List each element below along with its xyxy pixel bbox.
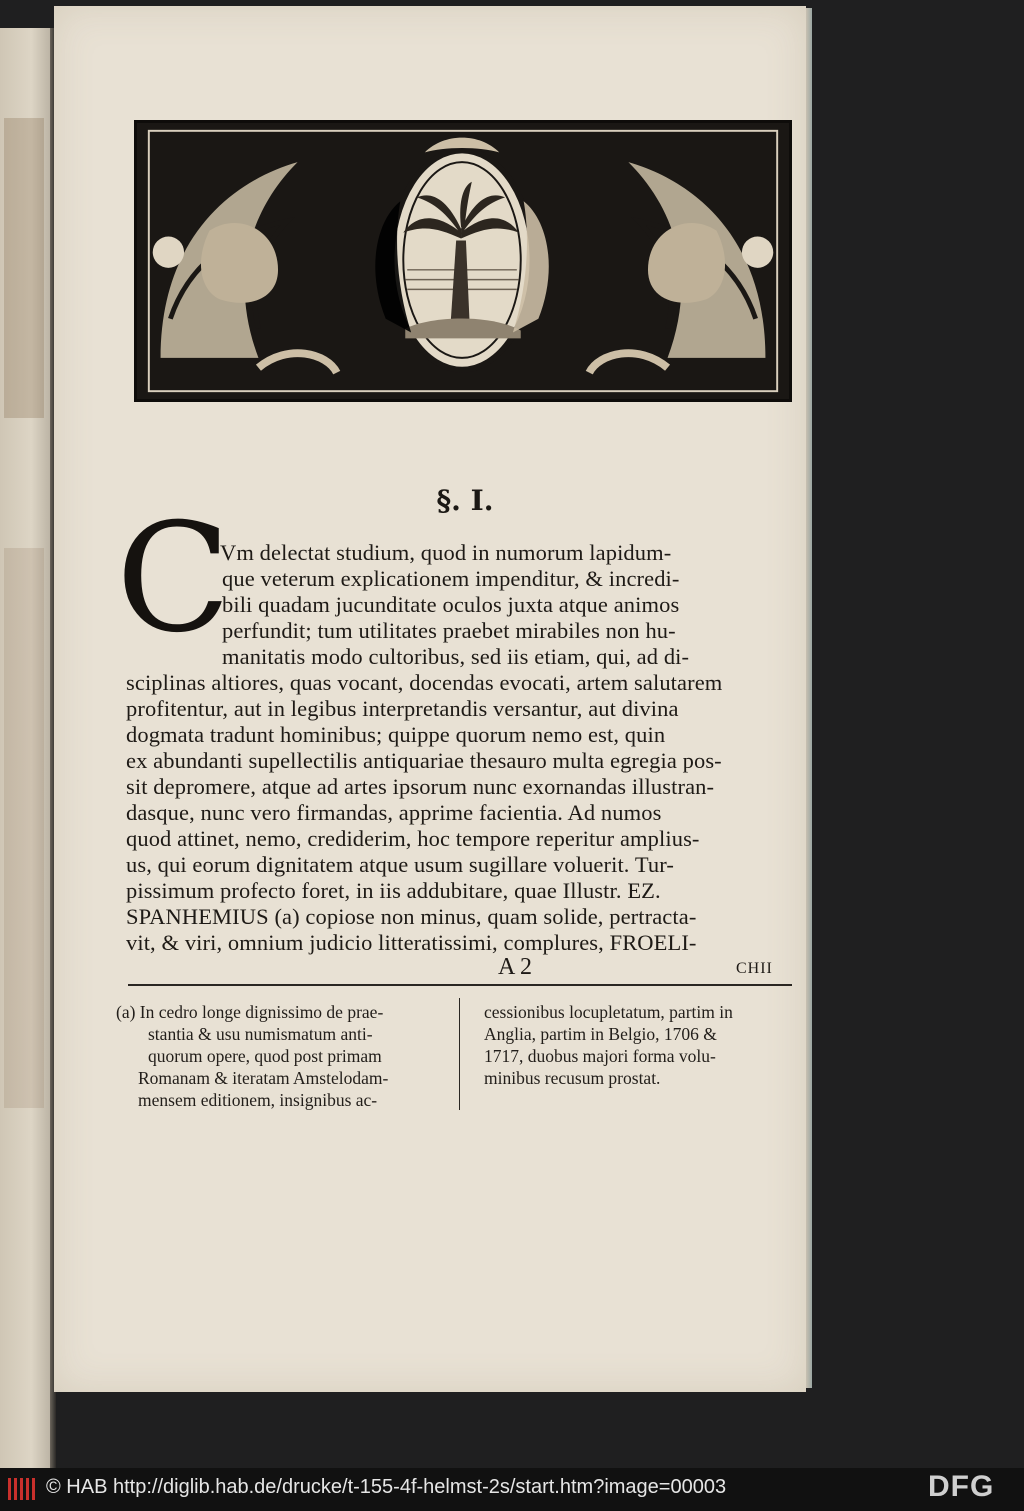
page-edge (806, 8, 812, 1388)
body-line: bili quadam jucunditate oculos juxta atque animos (222, 592, 680, 617)
footnote-line: cessionibus locupletatum, partim in (484, 1002, 733, 1022)
signature-mark: A 2 (498, 954, 533, 980)
headpiece-illustration (137, 123, 789, 399)
facing-page-bleed (4, 118, 44, 418)
catchword: CHII (736, 960, 773, 977)
footer-credit-link[interactable]: © HAB http://diglib.hab.de/drucke/t-155-4f-helmst-2s/start.htm?image=00003 (46, 1476, 727, 1498)
body-line: Vm delectat studium, quod in numorum lapidum- (220, 540, 672, 565)
body-line: que veterum explicationem impenditur, & incredi- (222, 566, 680, 591)
body-line: dasque, nunc vero firmandas, apprime facientia. Ad numos (126, 800, 662, 825)
footnote-line: (a) In cedro longe dignissimo de prae- (116, 1002, 384, 1022)
body-line: manitatis modo cultoribus, sed iis etiam, qui, ad di- (222, 644, 690, 669)
body-line: sit depromere, atque ad artes ipsorum nunc exornandas illustran- (126, 774, 715, 799)
woodcut-headpiece (134, 120, 792, 402)
hab-logo-icon (6, 1474, 40, 1504)
facing-page-bleed (4, 548, 44, 1108)
body-line: dogmata tradunt hominibus; quippe quorum nemo est, quin (126, 722, 666, 747)
footnote-line: 1717, duobus majori forma volu- (484, 1046, 716, 1066)
body-line: profitentur, aut in legibus interpretandis versantur, aut divina (126, 696, 679, 721)
body-line: sciplinas altiores, quas vocant, docendas evocati, artem salutarem (126, 670, 723, 695)
body-line: us, qui eorum dignitatem atque usum sugillare voluerit. Tur- (126, 852, 674, 877)
footnote-rule (128, 984, 792, 986)
footnote-line: quorum opere, quod post primam (148, 1046, 382, 1066)
footnote-line: Anglia, partim in Belgio, 1706 & (484, 1024, 717, 1044)
body-line: quod attinet, nemo, crediderim, hoc tempore reperitur amplius- (126, 826, 700, 851)
body-line: SPANHEMIUS (a) copiose non minus, quam solide, pertracta- (126, 904, 697, 929)
facing-page-edge (0, 28, 52, 1468)
footnote-line: Romanam & iteratam Amstelodam- (138, 1068, 389, 1088)
footnote-line: stantia & usu numismatum anti- (148, 1024, 373, 1044)
body-line: perfundit; tum utilitates praebet mirabiles non hu- (222, 618, 676, 643)
dfg-logo: DFG (928, 1470, 995, 1503)
body-line: vit, & viri, omnium judicio litteratissimi, complures, FROELI- (126, 930, 697, 955)
footnote-line: minibus recusum prostat. (484, 1068, 661, 1088)
footnote-line: mensem editionem, insignibus ac- (138, 1090, 378, 1110)
body-line: ex abundanti supellectilis antiquariae thesauro multa egregia pos- (126, 748, 722, 773)
body-line: pissimum profecto foret, in iis addubitare, quae Illustr. EZ. (126, 878, 661, 903)
drop-cap: C (116, 492, 231, 666)
footnote-column-divider (459, 998, 460, 1110)
section-heading: §. I. (436, 484, 494, 517)
